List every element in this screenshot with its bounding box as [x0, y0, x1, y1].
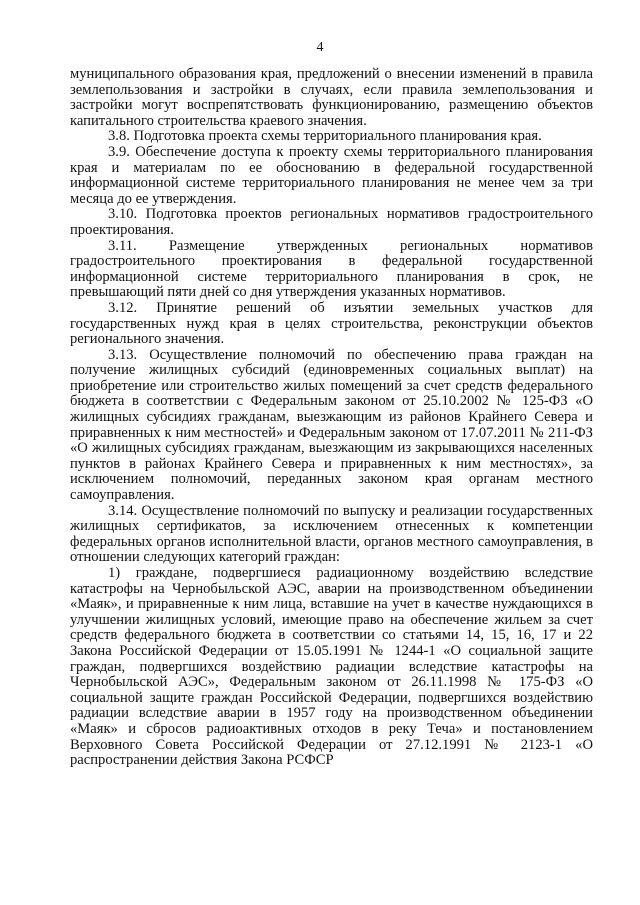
paragraph: 3.12. Принятие решений об изъятии земельных участков для государственных нужд края в целях строительства, реконструкции объектов регионального значения.: [70, 299, 593, 348]
document-body: [70, 67, 593, 769]
paragraph: 3.14. Осуществление полномочий по выпуску и реализации государственных жилищных сертификатов, за исключением отнесенных к компетенции федеральных органов исполнительной власти, органов местного самоуправления, в отношении следующих категорий граждан:: [70, 502, 593, 566]
paragraph: 3.13. Осуществление полномочий по обеспечению права граждан на получение жилищных субсидий (единовременных социальных выплат) на приобретение или строительство жилых помещений за счет средств федерального бюджета в соответствии с Федеральным законом от 25.10.2002 № 125-ФЗ «О жилищных субсидиях гражданам, выезжающим из районов Крайнего Севера и приравненных к ним местностей» и Федеральным законом от 17.07.2011 № 211-ФЗ «О жилищных субсидиях гражданам, выезжающим из закрывающихся населенных пунктов в районах Крайнего Севера и приравненных к ним местностях», за исключением полномочий, переданных законом края органам местного самоуправления.: [70, 346, 593, 504]
paragraph: 3.10. Подготовка проектов региональных нормативов градостроительного проектирования.: [70, 206, 593, 238]
paragraph: 3.11. Размещение утвержденных региональных нормативов градостроительного проектирования в федеральной государственной информационной системе территориального планирования в срок, не превышающий пяти дней со дня утверждения указанных нормативов.: [70, 237, 593, 301]
paragraph: 3.9. Обеспечение доступа к проекту схемы территориального планирования края и материалам по ее обоснованию в федеральной государственной информационной системе территориального планирования не менее чем за три месяца до ее утверждения.: [70, 143, 593, 207]
paragraph: 3.8. Подготовка проекта схемы территориального планирования края.: [108, 128, 542, 145]
paragraph: 1) граждане, подвергшиеся радиационному воздействию вследствие катастрофы на Чернобыльской АЭС, аварии на производственном объединении «Маяк», и приравненные к ним лица, вставшие на учет в качестве нуждающихся в улучшении жилищных условий, имеющие право на обеспечение жильем за счет средств федерального бюджета в соответствии со статьями 14, 15, 16, 17 и 22 Закона Российской Федерации от 15.05.1991 № 1244-1 «О социальной защите граждан, подвергшихся воздействию радиации вследствие катастрофы на Чернобыльской АЭС», Федеральным законом от 26.11.1998 № 175-ФЗ «О социальной защите граждан Российской Федерации, подвергшихся воздействию радиации вследствие аварии в 1957 году на производственном объединении «Маяк» и сбросов радиоактивных отходов в реку Теча» и постановлением Верховного Совета Российской Федерации от 27.12.1991 № 2123-1 «О распространении действия Закона РСФСР: [70, 565, 593, 769]
page-number: 4: [316, 40, 324, 55]
paragraph: муниципального образования края, предложений о внесении изменений в правила землепользования и застройки в случаях, если правила землепользования и застройки могут воспрепятствовать функционированию, размещению объектов капитального строительства краевого значения.: [70, 66, 593, 129]
